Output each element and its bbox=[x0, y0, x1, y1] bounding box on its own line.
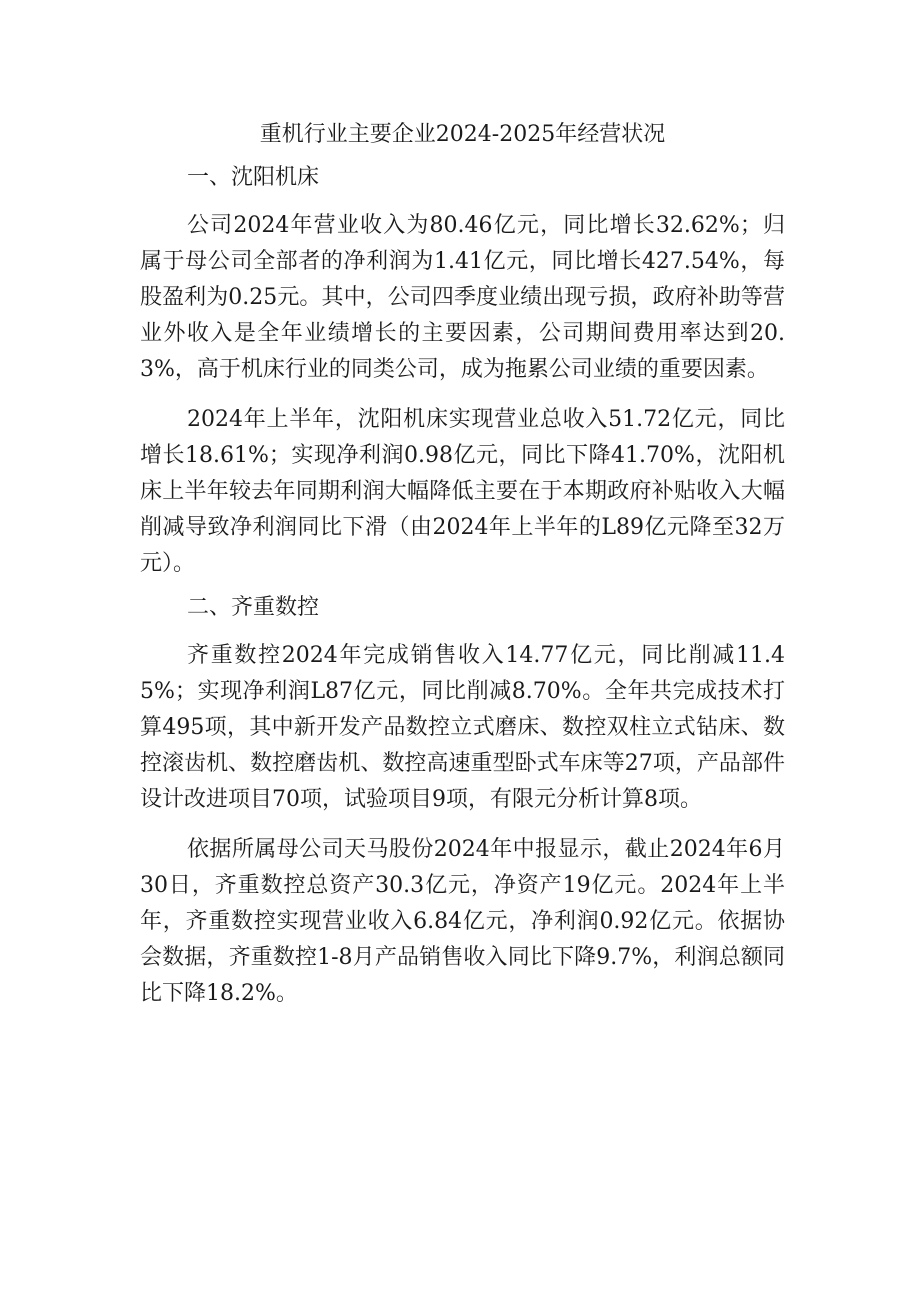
section-heading-qizhong: 二、齐重数控 bbox=[187, 595, 320, 620]
paragraph: 依据所属母公司天马股份2024年中报显示，截止2024年6月30日，齐重数控总资产30.3亿元，净资产19亿元。2024年上半年，齐重数控实现营业收入6.84亿元，净利润0.92亿元。依据协会数据，齐重数控1-8月产品销售收入同比下降9.7%，利润总额同比下降18.2%。 bbox=[140, 837, 785, 1006]
section-heading-shenyang: 一、沈阳机床 bbox=[187, 165, 320, 190]
paragraph: 齐重数控2024年完成销售收入14.77亿元，同比削减11.45%；实现净利润L87亿元，同比削减8.70%。全年共完成技术打算495项，其中新开发产品数控立式磨床、数控双柱立式钻床、数控滚齿机、数控磨齿机、数控高速重型卧式车床等27项，产品部件设计改进项目70项，试验项目9项，有限元分析计算8项。 bbox=[140, 643, 785, 812]
paragraph: 公司2024年营业收入为80.46亿元，同比增长32.62%；归属于母公司全部者的净利润为1.41亿元，同比增长427.54%，每股盈利为0.25元。其中，公司四季度业绩出现亏损，政府补助等营业外收入是全年业绩增长的主要因素，公司期间费用率达到20.3%，高于机床行业的同类公司，成为拖累公司业绩的重要因素。 bbox=[140, 213, 785, 382]
paragraph: 2024年上半年，沈阳机床实现营业总收入51.72亿元，同比增长18.61%；实现净利润0.98亿元，同比下降41.70%，沈阳机床上半年较去年同期利润大幅降低主要在于本期政府补贴收入大幅削减导致净利润同比下滑（由2024年上半年的L89亿元降至32万元）。 bbox=[140, 407, 785, 576]
document-title: 重机行业主要企业2024-2025年经营状况 bbox=[259, 122, 666, 147]
document-page bbox=[140, 112, 785, 1012]
